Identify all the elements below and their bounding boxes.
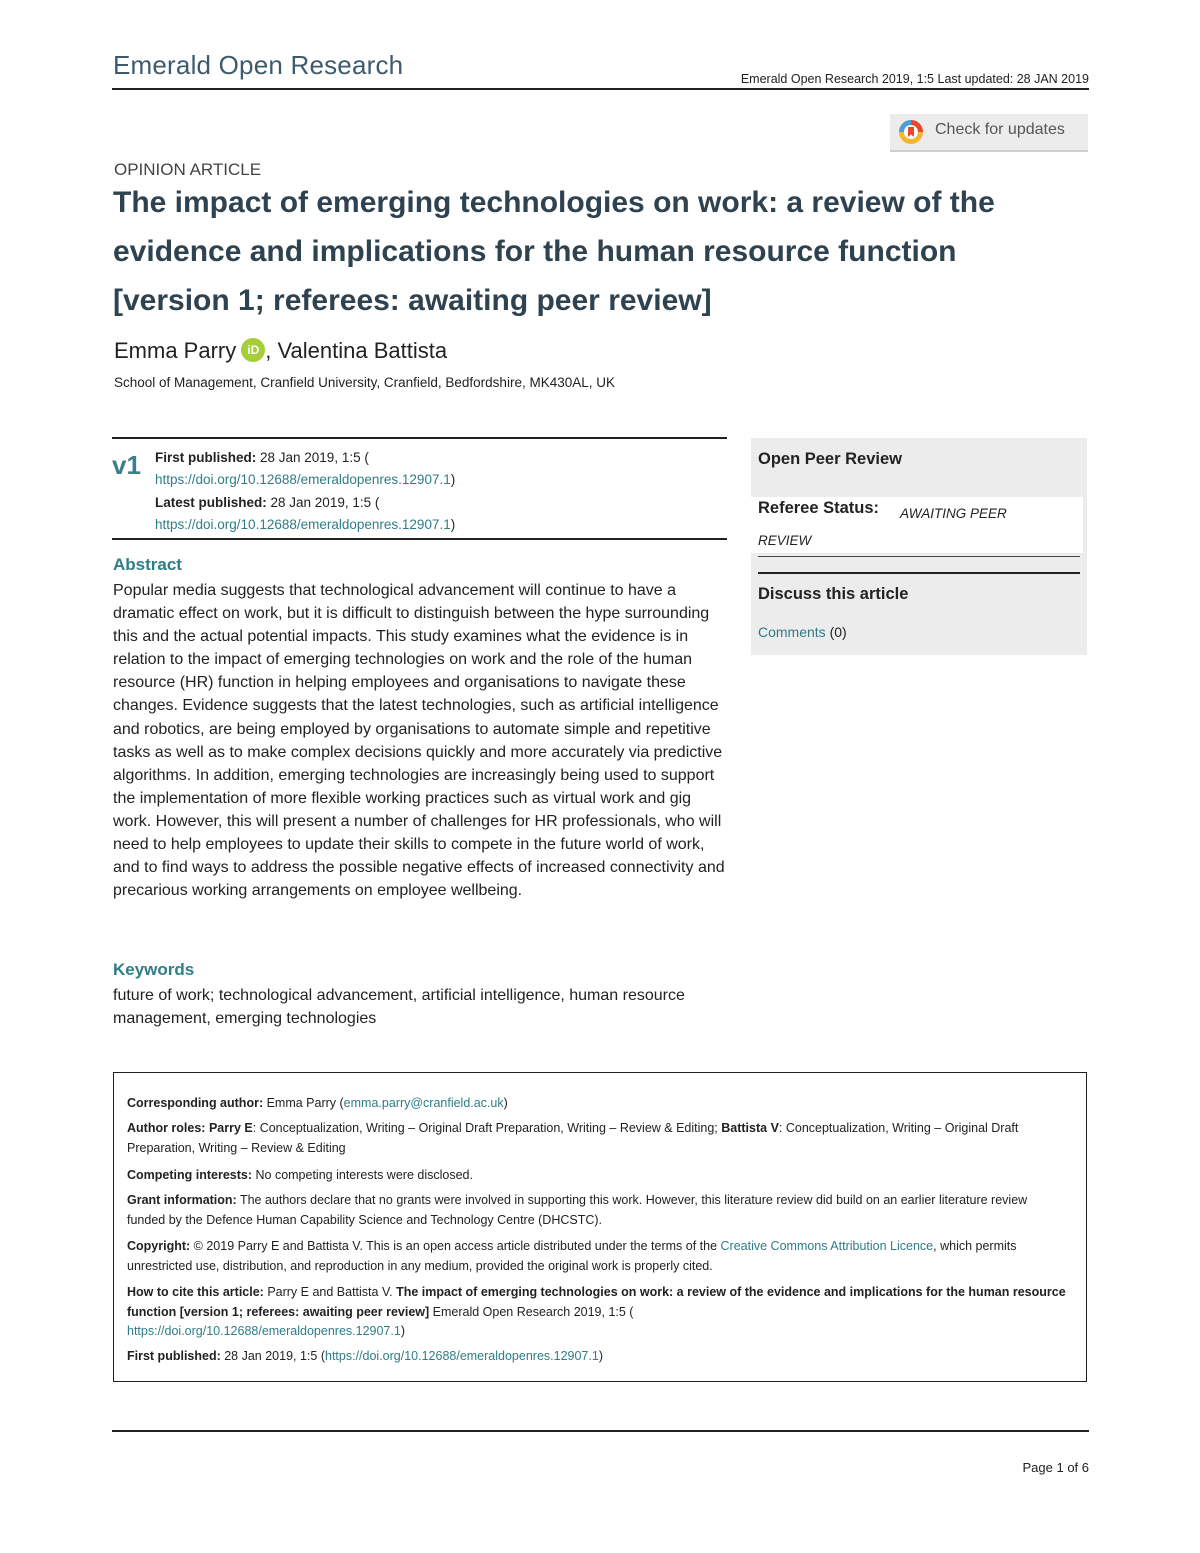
- divider: [758, 556, 1080, 557]
- copyright: [127, 1237, 1067, 1276]
- check-updates-label: Check for updates: [935, 121, 1065, 138]
- cite-title: The impact of emerging technologies on work: a review of the evidence and implications for the human resource function [version 1; referees: awaiting peer review]: [127, 1285, 1066, 1319]
- author-roles: [127, 1119, 1067, 1158]
- journal-name: Emerald Open Research: [113, 50, 404, 80]
- abstract-text: Popular media suggests that technological advancement will continue to have a dramatic effect on work, but it is difficult to distinguish between the hype surrounding this and the actual potential impacts. This study examines what the evidence is in relation to the impact of emerging technologies on work and the role of the human resource (HR) function in helping employees and organisations to navigate these changes. Evidence suggests that the latest technologies, such as artificial intelligence and robotics, are being employed by organisations to automate simple and repetitive tasks as well as to make complex decisions quickly and more accurately via predictive algorithms. In addition, emerging technologies are increasingly being used to support the implementation of more flexible working practices such as virtual work and gig work. However, this will present a number of challenges for HR professionals, who will need to help employees to update their skills to compete in the future world of work, and to find ways to address the possible negative effects of increased connectivity and precarious working arrangements on employee wellbeing.: [113, 582, 725, 900]
- comments: [758, 624, 847, 640]
- grant-information-text: The authors declare that no grants were involved in supporting this work. However, this literature review did build on an earlier literature review funded by the Defence Human Capability Science and Technology Centre (DHCSTC).: [127, 1193, 1028, 1227]
- first-published-date: 28 Jan 2019, 1:5 (: [256, 450, 369, 465]
- discuss-article-title: Discuss this article: [758, 585, 909, 603]
- copyright-text: © 2019 Parry E and Battista V. This is an open access article distributed under the terms of the: [190, 1239, 721, 1253]
- header-meta: Emerald Open Research 2019, 1:5 Last updated: 28 JAN 2019: [740, 72, 1089, 86]
- footer-divider: [112, 1430, 1089, 1432]
- divider: [112, 538, 727, 540]
- competing-interests-text: No competing interests were disclosed.: [252, 1168, 473, 1182]
- version-badge: v1: [112, 450, 141, 480]
- paren: ): [598, 1349, 603, 1363]
- author-role-name: Battista V: [721, 1121, 779, 1135]
- corresponding-author: [127, 1094, 1067, 1114]
- author-name[interactable]: Emma Parry: [114, 338, 237, 363]
- cite-authors: Parry E and Battista V.: [263, 1285, 397, 1299]
- keywords-heading: Keywords: [113, 960, 195, 979]
- paren: ): [450, 517, 456, 532]
- corresponding-author-name: Emma Parry (: [263, 1096, 344, 1110]
- author-list: [114, 338, 447, 364]
- referee-status-value: AWAITING PEER: [900, 506, 1007, 521]
- competing-interests: [127, 1166, 1067, 1186]
- article-title: The impact of emerging technologies on work: a review of the evidence and implications for the human resource function [version 1; referees: awaiting peer review]: [113, 186, 995, 317]
- competing-interests-label: Competing interests:: [127, 1168, 253, 1182]
- info-first-published-label: First published:: [127, 1349, 221, 1363]
- comments-count: (0): [825, 624, 847, 640]
- author-name[interactable]: , Valentina Battista: [265, 338, 448, 363]
- peer-review-title: Open Peer Review: [758, 450, 902, 468]
- info-first-published: [127, 1347, 1067, 1367]
- keywords-text: future of work; technological advancement, artificial intelligence, human resource management, emerging technologies: [113, 987, 685, 1028]
- paren: ): [450, 472, 456, 487]
- copyright-text: , which permits unrestricted use, distribution, and reproduction in any medium, provided the original work is properly cited.: [127, 1239, 1017, 1273]
- cite-doi-link[interactable]: https://doi.org/10.12688/emeraldopenres.12907.1: [127, 1324, 401, 1338]
- licence-link[interactable]: Creative Commons Attribution Licence: [720, 1239, 934, 1253]
- check-updates-icon: [898, 119, 924, 145]
- info-first-published-doi-link[interactable]: https://doi.org/10.12688/emeraldopenres.12907.1: [325, 1349, 599, 1363]
- how-to-cite: [127, 1283, 1067, 1342]
- latest-published-doi-link[interactable]: https://doi.org/10.12688/emeraldopenres.12907.1: [155, 517, 451, 532]
- paren: ): [503, 1096, 508, 1110]
- grant-information-label: Grant information:: [127, 1193, 237, 1207]
- info-first-published-date: 28 Jan 2019, 1:5 (: [220, 1349, 325, 1363]
- divider: [112, 437, 727, 439]
- divider: [758, 572, 1080, 574]
- cite-journal: Emerald Open Research 2019, 1:5 (: [429, 1304, 634, 1319]
- corresponding-email-link[interactable]: emma.parry@cranfield.ac.uk: [343, 1096, 504, 1110]
- page-number: Page 1 of 6: [1022, 1460, 1089, 1475]
- author-role-text: : Conceptualization, Writing – Original Draft Preparation, Writing – Review & Editing;: [252, 1121, 722, 1135]
- first-published-label: First published:: [155, 450, 257, 465]
- latest-published-label: Latest published:: [155, 495, 267, 510]
- copyright-label: Copyright:: [127, 1239, 191, 1253]
- abstract-heading: Abstract: [113, 555, 182, 574]
- latest-published-date: 28 Jan 2019, 1:5 (: [266, 495, 380, 510]
- how-to-cite-label: How to cite this article:: [127, 1285, 264, 1299]
- author-role-text: : Conceptualization, Writing – Original Draft Preparation, Writing – Review & Editing: [127, 1121, 1019, 1155]
- first-published-doi-link[interactable]: https://doi.org/10.12688/emeraldopenres.12907.1: [155, 472, 451, 487]
- first-published: [155, 447, 715, 491]
- comments-link[interactable]: Comments: [758, 624, 826, 640]
- latest-published: [155, 492, 715, 536]
- orcid-icon[interactable]: iD: [241, 338, 265, 362]
- corresponding-author-label: Corresponding author:: [127, 1096, 264, 1110]
- check-for-updates-button[interactable]: [890, 114, 1088, 152]
- author-affiliation: School of Management, Cranfield University, Cranfield, Bedfordshire, MK430AL, UK: [114, 375, 615, 390]
- header-divider: [112, 88, 1089, 90]
- referee-status-label: Referee Status:: [758, 499, 880, 517]
- grant-information: [127, 1191, 1067, 1230]
- paren: ): [400, 1324, 405, 1338]
- referee-status-value-cont: REVIEW: [758, 533, 812, 548]
- author-roles-label: Author roles:: [127, 1121, 206, 1135]
- article-type: OPINION ARTICLE: [114, 160, 262, 179]
- author-role-name: Parry E: [205, 1121, 253, 1135]
